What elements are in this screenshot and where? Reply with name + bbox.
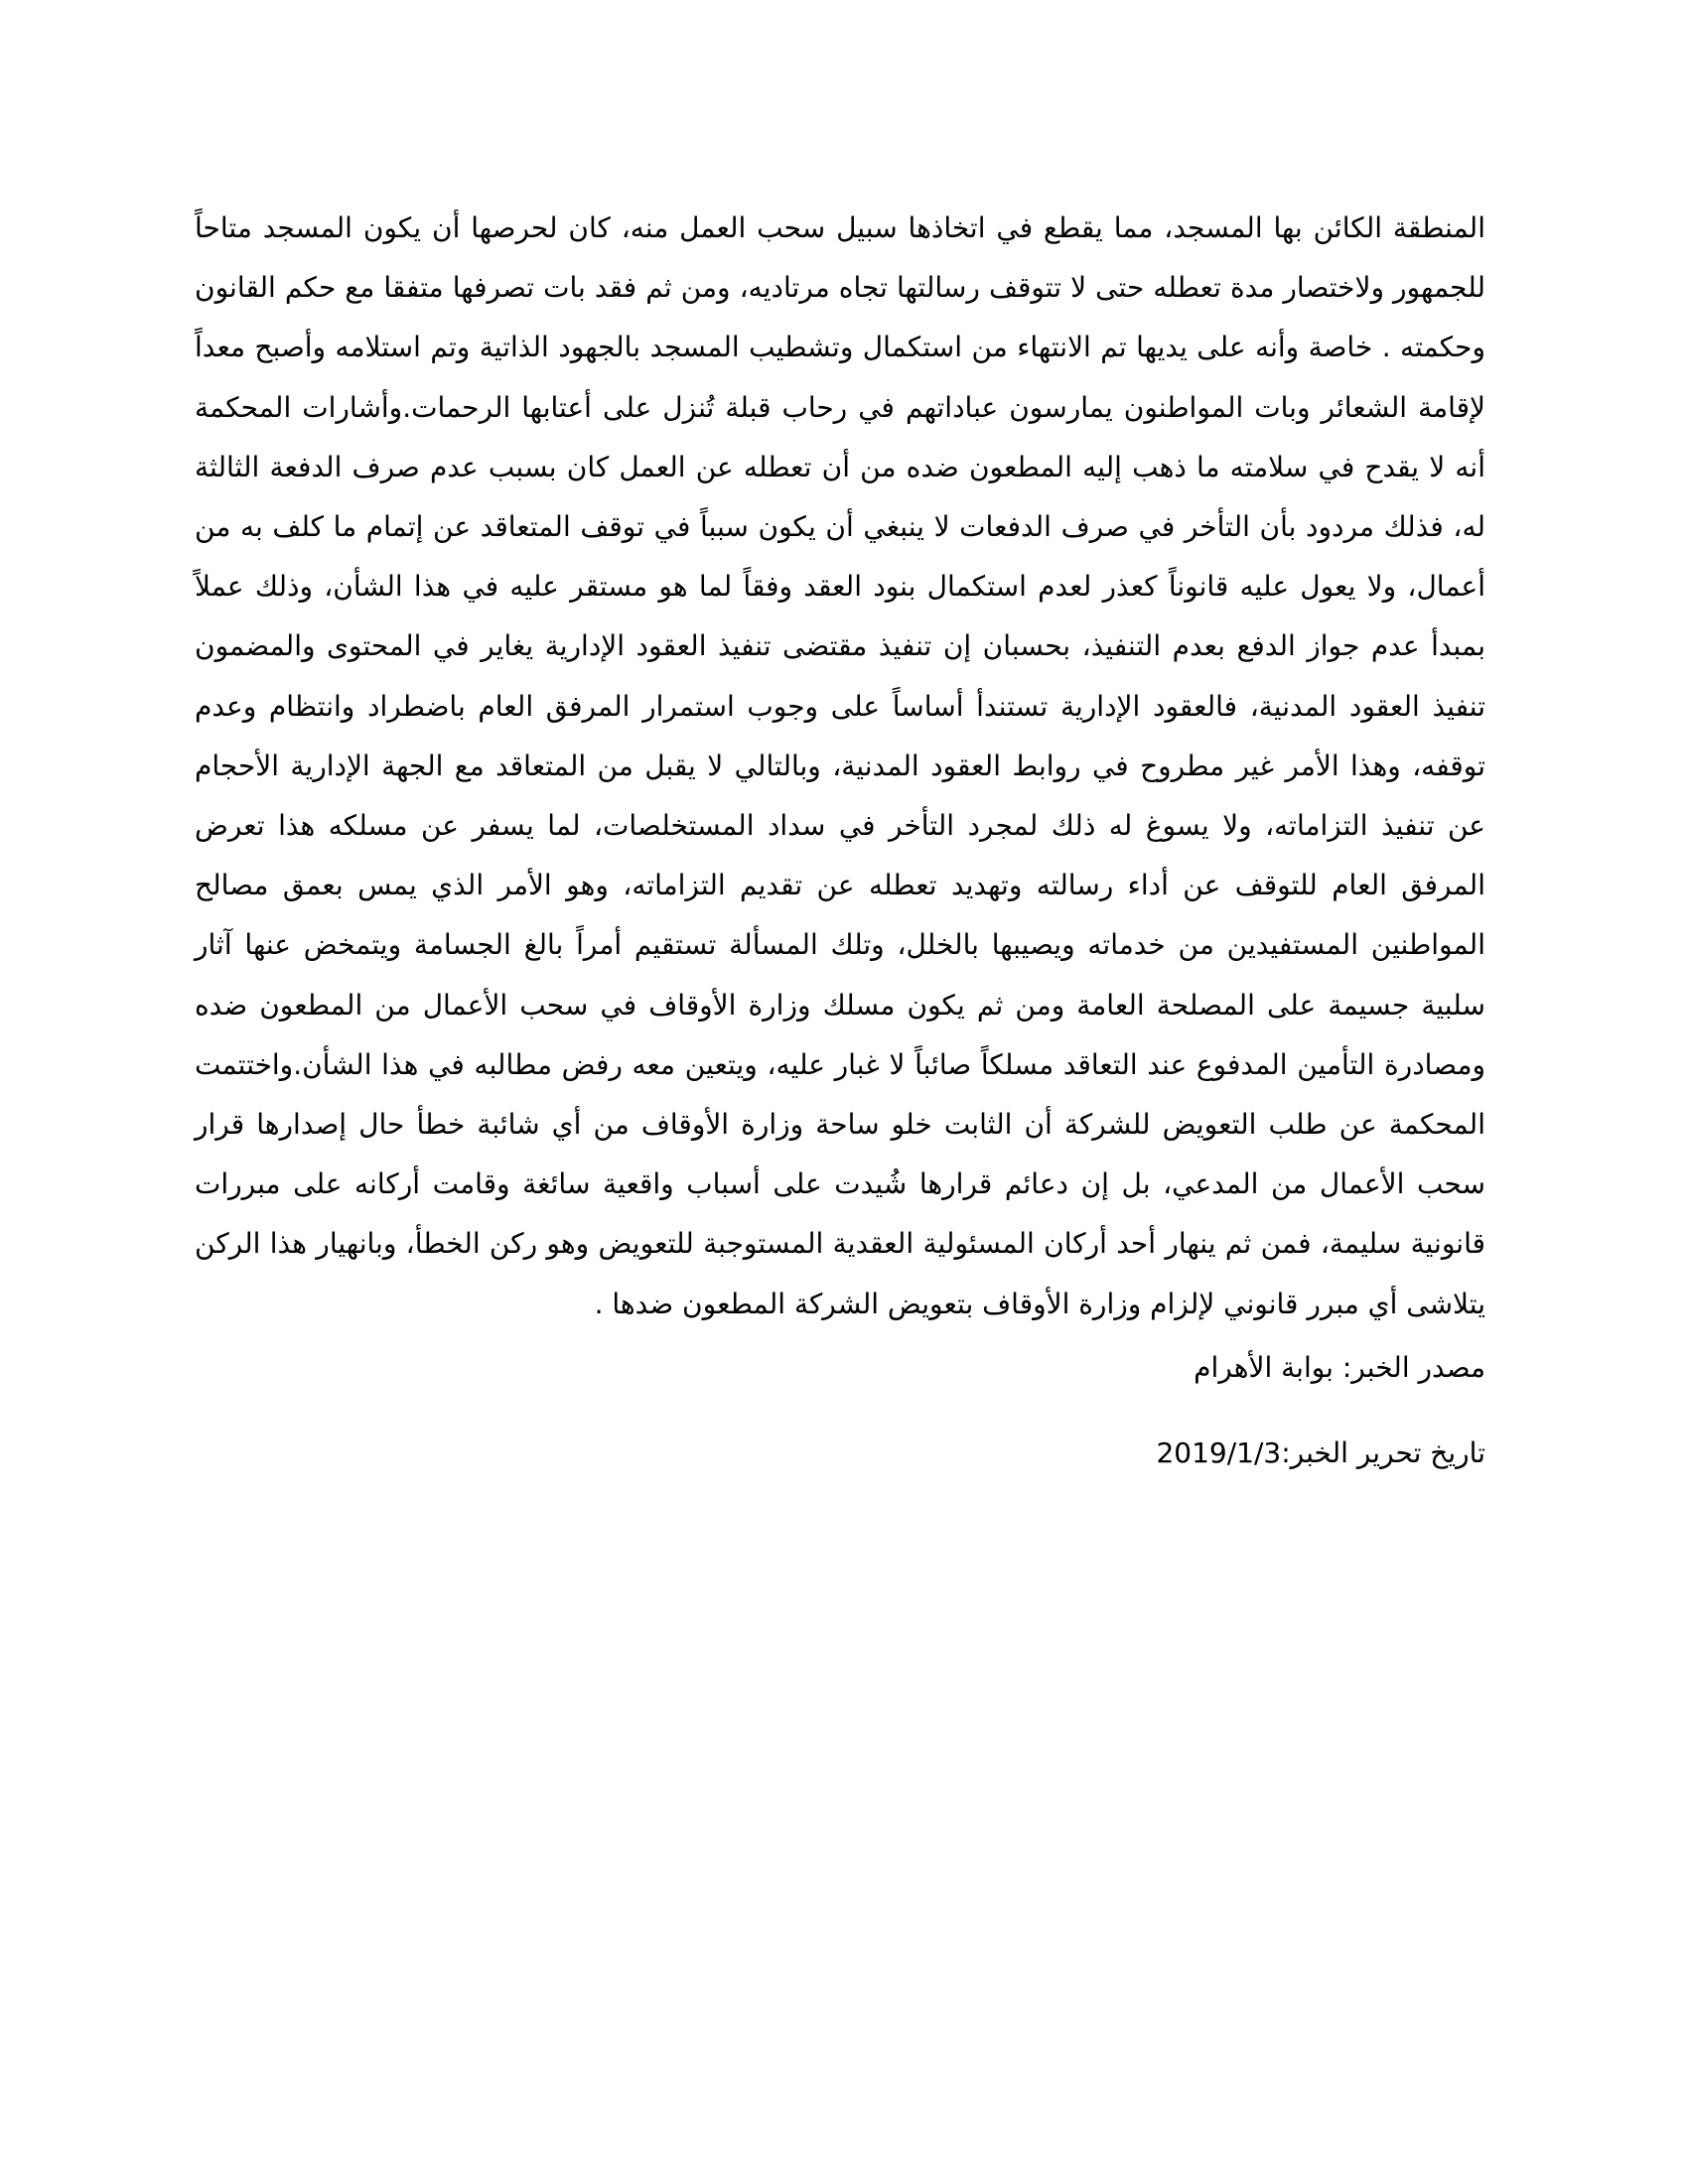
document-content [195,199,1485,1479]
edit-date-line [195,1428,1485,1479]
article-body-paragraph: المنطقة الكائن بها المسجد، مما يقطع في اتخاذها سبيل سحب العمل منه، كان لحرصها أن يكون المسجد متاحاً للجمهور ولاختصار مدة تعطله حتى لا تتوقف رسالتها تجاه مرتاديه، ومن ثم فقد بات تصرفها متفقا مع حكم القانون وحكمته . خاصة وأنه على يديها تم الانتهاء من استكمال وتشطيب المسجد بالجهود الذاتية وتم استلامه وأصبح معداً لإقامة الشعائر وبات المواطنون يمارسون عباداتهم في رحاب قبلة تُنزل على أعتابها الرحمات.وأشارات المحكمة أنه لا يقدح في سلامته ما ذهب إليه المطعون ضده من أن تعطله عن العمل كان بسبب عدم صرف الدفعة الثالثة له، فذلك مردود بأن التأخر في صرف الدفعات لا ينبغي أن يكون سبباً في توقف المتعاقد عن إتمام ما كلف به من أعمال، ولا يعول عليه قانوناً كعذر لعدم استكمال بنود العقد وفقاً لما هو مستقر عليه في هذا الشأن، وذلك عملاً بمبدأ عدم جواز الدفع بعدم التنفيذ، بحسبان إن تنفيذ مقتضى تنفيذ العقود الإدارية يغاير في المحتوى والمضمون تنفيذ العقود المدنية، فالعقود الإدارية تستندأ أساساً على وجوب استمرار المرفق العام باضطراد وانتظام وعدم توقفه، وهذا الأمر غير مطروح في روابط العقود المدنية، وبالتالي لا يقبل من المتعاقد مع الجهة الإدارية الأحجام عن تنفيذ التزاماته، ولا يسوغ له ذلك لمجرد التأخر في سداد المستخلصات، لما يسفر عن مسلكه هذا تعرض المرفق العام للتوقف عن أداء رسالته وتهديد تعطله عن تقديم التزاماته، وهو الأمر الذي يمس بعمق مصالح المواطنين المستفيدين من خدماته ويصيبها بالخلل، وتلك المسألة تستقيم أمراً بالغ الجسامة ويتمخض عنها آثار سلبية جسيمة على المصلحة العامة ومن ثم يكون مسلك وزارة الأوقاف في سحب الأعمال من المطعون ضده ومصادرة التأمين المدفوع عند التعاقد مسلكاً صائباً لا غبار عليه، ويتعين معه رفض مطالبه في هذا الشأن.واختتمت المحكمة عن طلب التعويض للشركة أن الثابت خلو ساحة وزارة الأوقاف من أي شائبة خطأ حال إصدارها قرار سحب الأعمال من المدعي، بل إن دعائم قرارها شُيدت على أسباب واقعية سائغة وقامت أركانه على مبررات قانونية سليمة، فمن ثم ينهار أحد أركان المسئولية العقدية المستوجبة للتعويض وهو ركن الخطأ، وبانهيار هذا الركن يتلاشى أي مبرر قانوني لإلزام وزارة الأوقاف بتعويض الشركة المطعون ضدها . [195,211,1485,1320]
edit-date-label: تاريخ تحرير الخبر: [1281,1435,1485,1469]
edit-date-value: 2019/1/3 [1156,1435,1282,1469]
news-source-line: مصدر الخبر: بوابة الأهرام [1194,1350,1485,1384]
